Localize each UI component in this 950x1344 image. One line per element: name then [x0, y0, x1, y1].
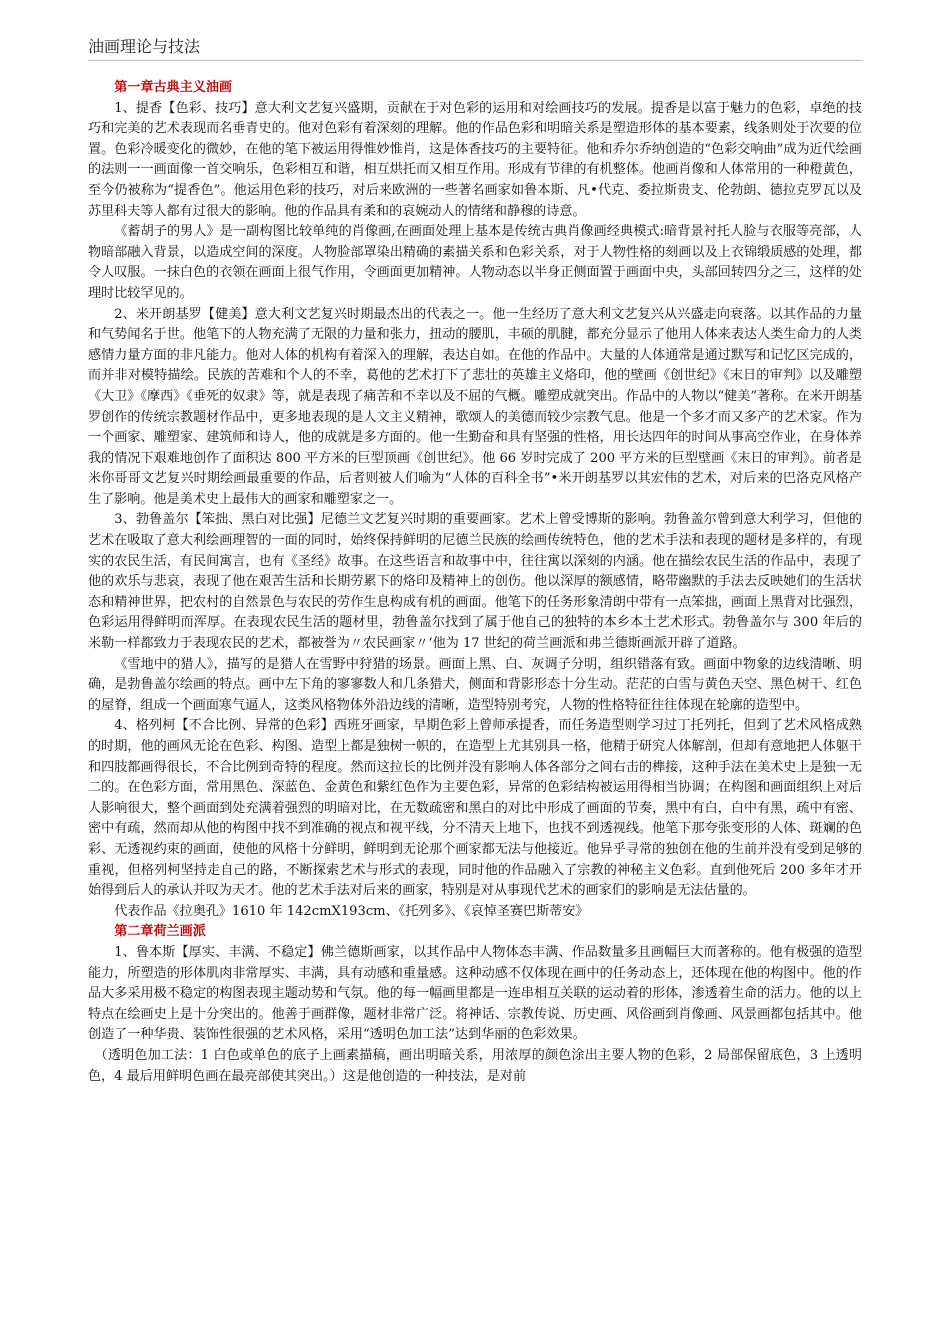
paragraph: 《蓄胡子的男人》是一副构图比较单纯的肖像画,在画面处理上基本是传统古典肖像画经典模式:暗背景衬托人脸与衣服等亮部，人物暗部融入背景，以造成空间的深度。人物脸部罩染出精确的素描关系和色彩关系，对于人物性格的刻画以及上衣锦缎质感的处理，都令人叹服。一抹白色的衣领在画面上很气作用，令画面更加精神。人物动态以半身正侧面置于画面中央，头部回转四分之三，这样的处理时比较罕见的。 — [88, 224, 862, 301]
header-divider — [88, 60, 863, 61]
page-header-title: 油画理论与技法 — [88, 37, 201, 56]
document-body — [88, 78, 862, 1087]
chapter-title: 第二章荷兰画派 — [114, 924, 206, 940]
paragraph: 《雪地中的猎人》，描写的是猎人在雪野中狩猎的场景。画面上黑、白、灰调子分明，组织错落有致。画面中物象的边线清晰、明确，是勃鲁盖尔绘画的特点。画中左下角的寥寥数人和几条猎犬，侧面和背影形态十分生动。茫茫的白雪与黄色天空、黑色树干、红色的屋脊，组成一个画面寒气逼人，这类风格物体外沿边线的清晰，造型特别考究，人物的性格特征往往体现在轮廓的造型中。 — [88, 656, 862, 713]
chapter-title: 第一章古典主义油画 — [114, 80, 233, 95]
paragraph: 1、鲁本斯【厚实、丰满、不稳定】佛兰德斯画家，以其作品中人物体态丰满、作品数量多且画幅巨大而著称的。他有极强的造型能力，所塑造的形体肌肉非常厚实、丰满，具有动感和重量感。这种动感不仅体现在画中的任务动态上，还体现在他的构图中。他的作品大多采用极不稳定的构图表现主题动势和气氛。他的每一幅画里都是一连串相互关联的运动着的形体，渗透着生命的活力。他的以上特点在绘画史上是十分突出的。他善于画群像，题材非常广泛。将神话、宗教传说、历史画、风俗画到肖像画、风景画都包括其中。他创造了一种华贵、装饰性很强的艺术风格，采用“透明色加工法”达到华丽的色彩效果。 — [88, 944, 862, 1043]
paragraph: 4、格列柯【不合比例、异常的色彩】西班牙画家，早期色彩上曾师承提香，而任务造型则学习过丁托列托，但到了艺术风格成熟的时期，他的画风无论在色彩、构图、造型上都是独树一帜的，在造型上尤其别具一格，他精于研究人体解剖，但却有意地把人体躯干和四肢都画得很长，不合比例到奇特的程度。然而这拉长的比例并没有影响人体各部分之间右击的榫接，这种手法在美术史上是独一无二的。在色彩方面，常用黑色、深蓝色、金黄色和紫红色作为主要色彩，异常的色彩结构被运用得相当协调；在构图和画面组织上对后人影响很大，整个画面到处充满着强烈的明暗对比，在无数疏密和黑白的对比中形成了画面的节奏，黑中有白，白中有黑，疏中有密、密中有疏，然而却从他的构图中找不到准确的视点和视平线，分不清天上地下，也找不到透视线。他笔下那夸张变形的人体、斑斓的色彩、无透视约束的画面，使他的风格十分鲜明，鲜明到无论那个画家都无法与他接近。他异乎寻常的独创在他的生前并没有受到足够的重视，但格列柯坚持走自己的路，不断探索艺术与形式的表现，同时他的作品融入了宗教的神秘主义色彩。直到他死后 200 多年才开始得到后人的承认并叹为天才。他的艺术手法对后来的画家，特别是对从事现代艺术的画家们的影响是无法估量的。 — [88, 718, 862, 899]
paragraph: （透明色加工法：1 白色或单色的底子上画素描稿，画出明暗关系，用浓厚的颜色涂出主要人物的色彩，2 局部保留底色，3 上透明色，4 最后用鲜明色画在最亮部使其突出。）这是他创造的一种技法，是对前 — [88, 1047, 862, 1084]
paragraph: 代表作品《拉奥孔》1610 年 142cmX193cm、《托列多》、《哀悼圣赛巴斯蒂安》 — [114, 903, 589, 919]
paragraph: 1、提香【色彩、技巧】意大利文艺复兴盛期，贡献在于对色彩的运用和对绘画技巧的发展。提香是以富于魅力的色彩，卓绝的技巧和完美的艺术表现而名垂青史的。他对色彩有着深刻的理解。他的作品色彩和明暗关系是塑造形体的基本要素，线条则处于次要的位置。色彩冷暖变化的微妙，在他的笔下被运用得惟妙惟肖，这是体香技巧的主要特征。他和乔尔乔纳创造的“色彩交响曲”成为近代绘画的法则一一画面像一首交响乐，色彩相互和谐，相互烘托而又相互作用。形成有节律的有机整体。他画肖像和人体常用的一种橙黄色，至今仍被称为“提香色”。他运用色彩的技巧，对后来欧洲的一些著名画家如鲁本斯、凡•代克、委拉斯贵支、伦勃朗、德拉克罗瓦以及苏里科夫等人都有过很大的影响。他的作品具有柔和的哀婉动人的情绪和静穆的诗意。 — [88, 100, 862, 219]
paragraph: 3、勃鲁盖尔【笨拙、黑白对比强】尼德兰文艺复兴时期的重要画家。艺术上曾受博斯的影响。勃鲁盖尔曾到意大利学习，但他的艺术在吸取了意大利绘画理智的一面的同时，始终保持鲜明的尼德兰民族的绘画传统特色，他的艺术手法和表现的题材是多样的，有现实的农民生活，有民间寓言，也有《圣经》故事。在这些语言和故事中中，往往寓以深刻的内涵。他在描绘农民生活的作品中，表现了他的欢乐与悲哀，表现了他在艰苦生活和长期劳累下的烙印及精神上的创伤。他以深厚的额感情，略带幽默的手法去反映她们的生活状态和精神世界，把农村的自然景色与农民的劳作生息构成有机的画面。他笔下的任务形象清朗中带有一点笨拙，画面上黑背对比强烈，色彩运用得鲜明而浑厚。在表现农民生活的题材里，勃鲁盖尔找到了属于他自己的独特的本乡本土艺术形式。勃鲁盖尔与 300 年后的米勒一样都致力于表现农民的艺术，都被誉为〃农民画家〃‘他为 17 世纪的荷兰画派和弗兰德斯画派开辟了道路。 — [88, 512, 862, 652]
paragraph: 2、米开朗基罗【健美】意大利文艺复兴时期最杰出的代表之一。他一生经历了意大利文艺复兴从兴盛走向衰落。以其作品的力量和气势闻名于世。他笔下的人物充满了无限的力量和张力，扭动的腰肌，丰硕的肌腱，都充分显示了他用人体来表达人类生命力的人类感情力量方面的非凡能力。他对人体的机构有着深入的理解，表达自如。在他的作品中。大量的人体通常是通过默写和记忆区完成的，而并非对模特描绘。民族的苦难和个人的不幸，葛他的艺术打下了悲壮的英雄主义烙印，他的壁画《创世纪》《末日的审判》以及雕塑《大卫》《摩西》《垂死的奴隶》等，就是表现了痛苦和不幸以及不屈的气概。雕塑成就突出。作品中的人物以“健美”著称。在米开朗基罗创作的传统宗教题材作品中，更多地表现的是人文主义精神，歌颂人的美德而较少宗教气息。他是一个多才而又多产的艺术家。作为一个画家、雕塑家、建筑师和诗人，他的成就是多方面的。他一生勤奋和具有坚强的性格，用长达四年的时间从事高空作业，在身体养我的情况下艰难地创作了面积达 800 平方米的巨型顶画《创世纪》。他 66 岁时完成了 200 平方米的巨型壁画《末日的审判》。前者是米你哥哥文艺复兴时期绘画最重要的作品，后者则被人们喻为“人体的百科全书”•米开朗基罗以其宏伟的艺术，对后来的巴洛克风格产生了影响。他是美术史上最伟大的画家和雕塑家之一。 — [88, 306, 862, 507]
